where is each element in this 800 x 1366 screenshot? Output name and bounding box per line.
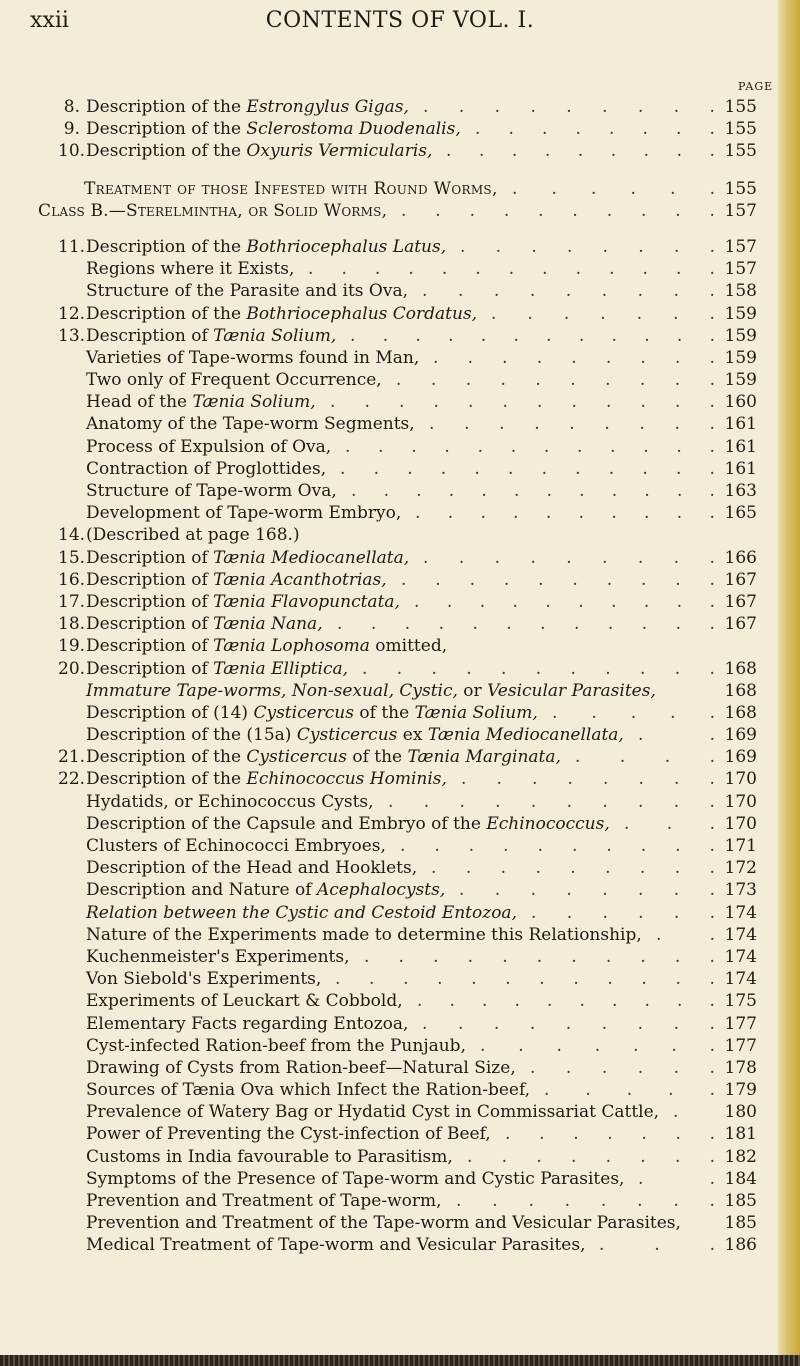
entry-title (86, 591, 400, 613)
entry-title (86, 613, 323, 635)
entry-title (86, 569, 387, 591)
toc-entry (0, 680, 800, 702)
leader-dots: . . . (599, 1235, 717, 1256)
entry-title-part: Description of (86, 325, 214, 346)
entry-title (86, 524, 300, 546)
entry-title-part: Relation between the Cystic and Cestoid Entozoa, (86, 902, 517, 923)
leader-dots: . . . . . . . . . . . (364, 946, 717, 967)
leader-dots: . . . . . . . . . (423, 547, 717, 568)
leader-dots: . . . (624, 813, 717, 834)
entry-title-part: Description of the (86, 747, 247, 768)
toc-entry (0, 613, 800, 635)
leader-dots: . . . . . (544, 1080, 717, 1101)
entry-page-number: 181 (724, 1124, 757, 1145)
entry-title (86, 325, 336, 347)
entry-page-number: 157 (724, 236, 757, 257)
entry-title (86, 879, 445, 901)
entry-page-number: 177 (724, 1035, 757, 1056)
leader-dots: . . . . . (552, 702, 717, 723)
entry-page-number: 184 (724, 1168, 757, 1189)
toc-entry (0, 813, 800, 835)
entry-page-number: 161 (724, 458, 757, 479)
toc-entry (0, 591, 800, 613)
toc-entry (0, 1101, 800, 1123)
entry-title (86, 1123, 491, 1145)
entry-title-part: Acephalocysts, (316, 880, 446, 901)
toc-entry (0, 1035, 800, 1057)
entry-page-number: 178 (724, 1057, 757, 1078)
entry-title (86, 658, 348, 680)
toc-entry (0, 569, 800, 591)
toc-entry (0, 502, 800, 524)
entry-title-part: Description of the (86, 97, 247, 117)
toc-entry (0, 140, 800, 162)
toc-entry (0, 1123, 800, 1145)
entry-page-number: 180 (724, 1102, 757, 1123)
entry-number: 14. (58, 525, 86, 546)
leader-dots: . . . . . . . . (460, 236, 717, 257)
entry-title-part: or (457, 680, 488, 701)
leader-dots: . . . . . . (531, 902, 717, 923)
entry-title-part: ex (397, 725, 428, 746)
entry-number: 15. (58, 547, 86, 568)
page-bottom-edge (0, 1355, 800, 1366)
entry-title (86, 96, 409, 118)
entry-title (86, 1013, 408, 1035)
entry-title-part: Tænia Solium, (192, 392, 316, 413)
entry-title-part: Description of (86, 591, 214, 612)
entry-title (86, 635, 447, 657)
leader-dots: . . . . . . . . . (422, 281, 717, 302)
entry-title (86, 1101, 659, 1123)
leader-dots: . . (638, 1168, 717, 1189)
entry-number: 11. (58, 236, 86, 257)
entry-title-part: Structure of Tape-worm Ova, (86, 481, 337, 501)
entry-title-part: Process of Expulsion of Ova, (86, 436, 332, 457)
entry-title-part: Prevention and Treatment of the Tape-worm and Vesicular Parasites, (86, 1213, 681, 1234)
toc-entry (0, 1079, 800, 1101)
page-folio: xxii (30, 8, 69, 33)
entry-title-part: Vesicular Parasites, (487, 680, 656, 701)
entry-title (86, 768, 447, 790)
toc-entry (0, 924, 800, 946)
toc-entry (0, 702, 800, 724)
running-header (0, 0, 800, 52)
toc-entry (0, 1146, 800, 1168)
toc-entry (0, 1190, 800, 1212)
entry-title-part: Prevention and Treatment of Tape-worm, (86, 1191, 442, 1211)
entry-title-part: Clusters of Echinococci Embryoes, (86, 836, 386, 856)
entry-title-part: of the (346, 747, 408, 768)
entry-title-part: Description of (86, 547, 214, 568)
entry-title (38, 200, 387, 222)
entry-number: 16. (58, 569, 86, 590)
toc-entry (0, 303, 800, 325)
toc-entry (0, 436, 800, 458)
entry-title (86, 1035, 466, 1057)
toc-entry (0, 879, 800, 901)
entry-page-number: 170 (724, 791, 757, 812)
entry-title-part: omitted, (369, 636, 448, 657)
page-column-label: PAGE (738, 80, 774, 93)
entry-title (86, 813, 610, 835)
toc-entry (0, 200, 800, 222)
entry-page-number: 161 (724, 414, 757, 435)
entry-title-part: Cysticercus (253, 702, 354, 723)
entry-title (86, 1234, 585, 1256)
toc-entry (0, 1168, 800, 1190)
entry-title (86, 857, 417, 879)
entry-number: 8. (63, 97, 80, 117)
entry-title-part: Two only of Frequent Occurrence, (86, 370, 382, 391)
entry-title-part: Medical Treatment of Tape-worm and Vesicular Parasites, (86, 1235, 586, 1256)
entry-title (86, 1146, 453, 1168)
toc-entry (0, 658, 800, 680)
entry-title-part: Tænia Lophosoma (213, 636, 370, 657)
toc-entry (0, 902, 800, 924)
entry-page-number: 170 (724, 769, 757, 790)
entry-title-part: Tænia Mediocanellata, (213, 547, 410, 568)
entry-page-number: 170 (724, 813, 757, 834)
toc-entry (0, 96, 800, 118)
leader-dots: . . . . . . . . . . . . . (308, 259, 717, 280)
entry-title-part: Kuchenmeister's Experiments, (86, 946, 350, 967)
entry-title (86, 458, 326, 480)
entry-title (86, 680, 656, 702)
entry-title-part: Tænia Elliptica, (213, 658, 349, 679)
entry-title-part: Immature Tape-worms, Non-sexual, Cystic, (86, 680, 458, 701)
entry-number: 20. (58, 658, 86, 679)
toc-entry (0, 325, 800, 347)
entry-page-number: 174 (724, 946, 757, 967)
entry-title-part: Head of the (86, 392, 193, 413)
entry-title (86, 968, 321, 990)
leader-dots: . . . . . . . (505, 1124, 717, 1145)
entry-title-part: Power of Preventing the Cyst-infection of Beef, (86, 1124, 491, 1145)
entry-title-part: Regions where it Exists, (86, 259, 295, 280)
entry-title-part: Customs in India favourable to Parasitism, (86, 1146, 453, 1167)
entry-page-number: 173 (724, 880, 757, 901)
entry-title (86, 1079, 530, 1101)
entry-title (86, 347, 419, 369)
entry-title-part: Structure of the Parasite and its Ova, (86, 281, 408, 302)
leader-dots: . . . . . . . . . . (396, 370, 717, 391)
toc-entry (0, 347, 800, 369)
entry-title-part: Drawing of Cysts from Ration-beef—Natural Size, (86, 1057, 516, 1078)
leader-dots: . . . . . . . . (459, 880, 717, 901)
leader-dots: . . . . . . . . (467, 1146, 717, 1167)
toc-entry (0, 635, 800, 657)
toc-entry (0, 413, 800, 435)
entry-title (86, 990, 403, 1012)
entry-page-number: 155 (724, 97, 757, 117)
entry-page-number: 163 (724, 481, 757, 501)
entry-title (86, 303, 477, 325)
leader-dots: . (673, 1102, 681, 1123)
entry-title (86, 480, 337, 502)
entry-page-number: 177 (724, 1013, 757, 1034)
entry-title (86, 413, 415, 435)
entry-number: 13. (58, 325, 86, 346)
entry-title-part: Cysticercus (296, 725, 398, 746)
entry-title (86, 924, 642, 946)
leader-dots: . . . . . . . . . (446, 141, 717, 162)
toc-entry (0, 524, 800, 546)
entry-page-number: 185 (724, 1213, 757, 1234)
entry-page-number: 179 (724, 1080, 757, 1101)
entry-page-number: 161 (724, 436, 757, 457)
leader-dots: . . . . . . . . . . . . (345, 436, 717, 457)
entry-title-part: Symptoms of the Presence of Tape-worm and Cystic Parasites, (86, 1168, 625, 1189)
toc-entry (0, 480, 800, 502)
entry-title-part: Sources of Tænia Ova which Infect the Ration-beef, (86, 1080, 531, 1101)
entry-title (86, 502, 401, 524)
entry-number: 9. (63, 119, 80, 140)
toc-entry (0, 258, 800, 280)
entry-title-part: Description of the (15a) (86, 725, 297, 746)
entry-title-part: Bothriocephalus Latus, (246, 236, 447, 257)
entry-title (86, 280, 408, 302)
entry-page-number: 182 (724, 1146, 757, 1167)
leader-dots: . . . . . . . . . . (401, 569, 717, 590)
leader-dots: . . . . . . . . . . . (362, 658, 717, 679)
entry-title-part: Description of (86, 569, 214, 590)
leader-dots: . . . . . . . (491, 303, 717, 324)
entry-title-part: Contraction of Proglottides, (86, 458, 327, 479)
leader-dots: . . . . . . . . . . (415, 503, 717, 524)
entry-title-part: Description of (86, 658, 214, 679)
entry-title-part: Estrongylus Gigas, (246, 97, 409, 117)
toc-entry (0, 857, 800, 879)
leader-dots: . . . . . . . . . (422, 1013, 717, 1034)
entry-title-part: Cyst-infected Ration-beef from the Punjaub, (86, 1035, 466, 1056)
entry-number: 21. (58, 747, 86, 768)
entry-title-part: Tænia Solium, (213, 325, 337, 346)
entry-title-part: Sclerostoma Duodenalis, (246, 119, 461, 140)
entry-page-number: 174 (724, 969, 757, 990)
entry-page-number: 171 (724, 836, 757, 856)
entry-page-number: 167 (724, 591, 757, 612)
entry-title-part: Description of (86, 614, 214, 635)
entry-title-part: Bothriocephalus Cordatus, (246, 303, 478, 324)
entry-title-part: Prevalence of Watery Bag or Hydatid Cyst in Commissariat Cattle, (86, 1102, 660, 1123)
entry-page-number: 155 (724, 141, 757, 162)
entry-page-number: 167 (724, 614, 757, 635)
entry-page-number: 155 (724, 178, 757, 199)
running-title: CONTENTS OF VOL. I. (265, 8, 535, 33)
leader-dots: . . . . . . . . . . (414, 591, 717, 612)
entry-title-part: Description of the (86, 119, 247, 140)
leader-dots: . . . . . . (530, 1057, 717, 1078)
entry-title-part: Tænia Mediocanellata, (427, 725, 624, 746)
leader-dots: . . . . . . . . . . (401, 200, 717, 221)
entry-title (86, 746, 561, 768)
entry-title-part: Development of Tape-worm Embryo, (86, 503, 402, 524)
leader-dots: . . . . . . . . . (423, 97, 717, 117)
entry-title-part: Elementary Facts regarding Entozoa, (86, 1013, 409, 1034)
table-of-contents (0, 96, 800, 1257)
entry-title (86, 369, 382, 391)
entry-title-part: Description and Nature of (86, 880, 317, 901)
toc-entry (0, 369, 800, 391)
entry-title (86, 791, 374, 813)
entry-title (86, 140, 432, 162)
entry-title (86, 391, 316, 413)
entry-title-part: Description of the (86, 769, 247, 790)
entry-number: 12. (58, 303, 86, 324)
toc-entry (0, 1057, 800, 1079)
entry-title-part: Description of the Head and Hooklets, (86, 858, 418, 879)
entry-page-number: 168 (724, 680, 757, 701)
entry-title (86, 118, 461, 140)
leader-dots: . . . . . . . . . . . . (351, 481, 717, 501)
leader-dots: . . . . . . . . . . (417, 991, 717, 1012)
entry-number: 22. (58, 769, 86, 790)
entry-page-number: 168 (724, 658, 757, 679)
leader-dots: . . . . . . . . . . . . (337, 614, 717, 635)
entry-title-part: Tænia Flavopunctata, (213, 591, 400, 612)
entry-title (86, 1212, 681, 1234)
entry-title-part: Description of (86, 636, 214, 657)
entry-title (86, 1168, 624, 1190)
entry-page-number: 166 (724, 547, 757, 568)
entry-title (86, 436, 331, 458)
toc-entry (0, 547, 800, 569)
entry-title (86, 1057, 516, 1079)
entry-title-part: Class B.—Sterelmintha, or Solid Worms, (38, 200, 388, 221)
leader-dots: . . . . . . . . (475, 119, 717, 140)
entry-title-part: Tænia Marginata, (407, 747, 561, 768)
entry-title-part: Treatment of those Infested with Round Worms, (84, 178, 498, 199)
entry-number: 10. (58, 141, 86, 162)
entry-page-number: 185 (724, 1191, 757, 1211)
entry-title (86, 702, 538, 724)
entry-title-part: Tænia Nana, (213, 614, 323, 635)
toc-entry (0, 1234, 800, 1256)
entry-page-number: 159 (724, 347, 757, 368)
entry-title-part: Von Siebold's Experiments, (86, 969, 322, 990)
leader-dots: . . . . . . . . . . . . (330, 392, 717, 413)
entry-page-number: 168 (724, 702, 757, 723)
entry-title-part: Tænia Acanthotrias, (213, 569, 387, 590)
entry-page-number: 160 (724, 392, 757, 413)
entry-page-number: 174 (724, 924, 757, 945)
entry-title (86, 946, 350, 968)
leader-dots: . . . . (575, 747, 717, 768)
entry-page-number: 186 (724, 1235, 757, 1256)
toc-entry (0, 768, 800, 790)
entry-page-number: 169 (724, 747, 757, 768)
entry-page-number: 175 (724, 991, 757, 1012)
entry-title-part: Anatomy of the Tape-worm Segments, (86, 414, 415, 435)
entry-title (86, 724, 624, 746)
toc-entry (0, 946, 800, 968)
leader-dots: . . . . . . . . . . (388, 791, 717, 812)
leader-dots: . . . . . . . (480, 1035, 717, 1056)
entry-title (86, 835, 386, 857)
entry-title-part: Experiments of Leuckart & Cobbold, (86, 991, 403, 1012)
entry-page-number: 172 (724, 858, 757, 879)
toc-entry (0, 968, 800, 990)
entry-title-part: Hydatids, or Echinococcus Cysts, (86, 791, 374, 812)
entry-title-part: Varieties of Tape-worms found in Man, (86, 347, 420, 368)
entry-number: 19. (58, 636, 86, 657)
entry-page-number: 169 (724, 725, 757, 746)
entry-page-number: 174 (724, 902, 757, 923)
entry-number: 18. (58, 614, 86, 635)
entry-title (86, 236, 446, 258)
leader-dots: . . (638, 725, 717, 746)
entry-title-part: Nature of the Experiments made to determine this Relationship, (86, 924, 642, 945)
entry-title (84, 178, 498, 200)
toc-entry (0, 178, 800, 200)
toc-entry (0, 791, 800, 813)
toc-entry (0, 236, 800, 258)
toc-entry (0, 746, 800, 768)
toc-entry (0, 835, 800, 857)
entry-page-number: 159 (724, 325, 757, 346)
leader-dots: . . . . . . . . . . . . (350, 325, 717, 346)
entry-page-number: 157 (724, 259, 757, 280)
leader-dots: . . . . . . . . . . . . (335, 969, 717, 990)
entry-page-number: 159 (724, 370, 757, 391)
entry-page-number: 159 (724, 303, 757, 324)
toc-entry (0, 990, 800, 1012)
leader-dots: . . . . . . . . . . (400, 836, 717, 856)
toc-entry (0, 724, 800, 746)
entry-title-part: of the (353, 702, 415, 723)
entry-page-number: 155 (724, 119, 757, 140)
toc-entry (0, 391, 800, 413)
entry-title (86, 547, 409, 569)
entry-title-part: Oxyuris Vermicularis, (246, 141, 433, 162)
leader-dots: . . . . . . . . . . . . (340, 458, 717, 479)
entry-title-part: Description of the (86, 236, 247, 257)
toc-entry (0, 458, 800, 480)
entry-title-part: (Described at page 168.) (86, 525, 300, 546)
leader-dots: . . . . . . . . . (429, 414, 717, 435)
entry-title-part: Description of the (86, 303, 247, 324)
leader-dots: . . . . . . . . (461, 769, 717, 790)
entry-title (86, 902, 517, 924)
entry-number: 17. (58, 591, 86, 612)
entry-title-part: Tænia Solium, (414, 702, 538, 723)
entry-title-part: Echinococcus Hominis, (246, 769, 447, 790)
leader-dots: . . (656, 924, 717, 945)
entry-page-number: 165 (724, 503, 757, 524)
toc-entry (0, 118, 800, 140)
entry-title-part: Description of the Capsule and Embryo of the (86, 813, 487, 834)
toc-entry (0, 1013, 800, 1035)
toc-entry (0, 1212, 800, 1234)
leader-dots: . . . . . . . . . (433, 347, 717, 368)
entry-title-part: Cysticercus (246, 747, 347, 768)
entry-title (86, 1190, 442, 1212)
entry-title-part: Echinococcus, (486, 813, 610, 834)
entry-page-number: 157 (724, 200, 757, 221)
entry-title (86, 258, 294, 280)
leader-dots: . . . . . . . . (456, 1191, 717, 1211)
leader-dots: . . . . . . (512, 178, 717, 199)
entry-page-number: 167 (724, 569, 757, 590)
leader-dots: . . . . . . . . . (431, 858, 717, 879)
entry-title-part: Description of the (86, 141, 247, 162)
toc-entry (0, 280, 800, 302)
entry-page-number: 158 (724, 281, 757, 302)
entry-title-part: Description of (14) (86, 702, 254, 723)
